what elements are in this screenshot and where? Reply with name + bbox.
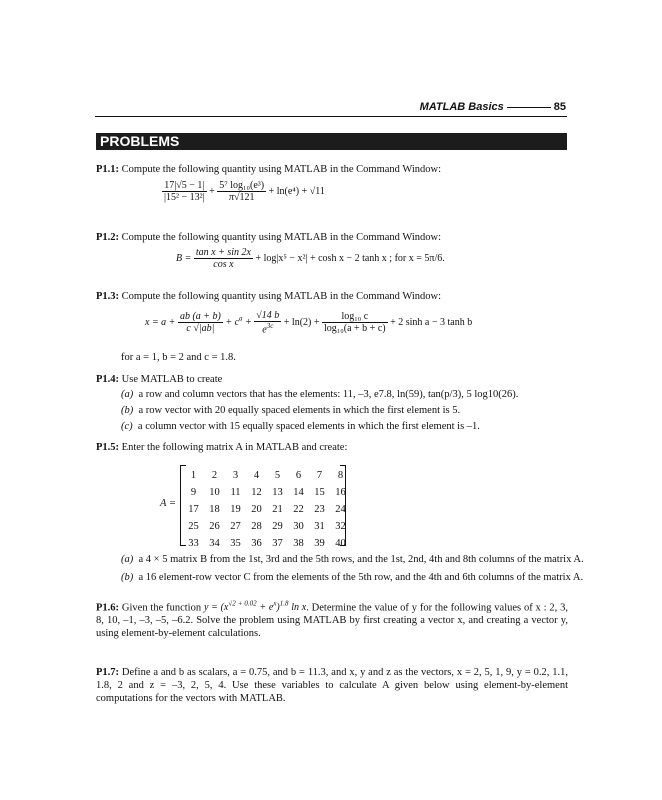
matrix-cell: 21 <box>272 504 283 515</box>
problem-1-5 <box>96 441 568 454</box>
item-a: (a) a 4 × 5 matrix B from the 1st, 3rd and the 5th rows, and the 1st, 2nd, 4th and 8th columns of the matrix A. <box>121 554 584 565</box>
matrix-cell: 25 <box>188 521 199 532</box>
problem-label: P1.4: <box>96 374 120 385</box>
matrix-cell: 18 <box>209 504 220 515</box>
problem-label: P1.2: <box>96 232 120 243</box>
item-b: (b) a 16 element-row vector C from the elements of the 5th row, and the 4th and 6th columns of the matrix A. <box>121 572 584 583</box>
matrix-cell: 12 <box>251 487 262 498</box>
equation-p1-1: $\frac{17|√5 - 1|}{\text{|15² − 13²|}}$ + $\frac{\text{5⁷ log₁₀(e³)}}{\pi√121}$ + ln(e⁴) + √11 <box>164 180 325 203</box>
matrix-cell: 39 <box>314 538 325 549</box>
matrix-cell: 17 <box>188 504 199 515</box>
matrix-cell: 36 <box>251 538 262 549</box>
matrix-cell: 9 <box>190 487 197 498</box>
item-c: (c) a column vector with 15 equally spaced elements in which the first element is –1. <box>121 421 480 432</box>
item-a: (a) a row and column vectors that has the elements: 11, –3, e7.8, ln(59), tan(p/3), 5 log10(26). <box>121 389 519 400</box>
equation-p1-6: $y = (x^{√2 + 0.02} + e^x)^{1.8}$ ln x <box>203 600 307 614</box>
matrix-cell: 2 <box>211 470 218 481</box>
matrix-cell: 13 <box>272 487 283 498</box>
problem-label: P1.7: <box>96 667 120 678</box>
matrix-cell: 24 <box>335 504 346 515</box>
problem-text: Compute the following quantity using MATLAB in the Command Window: <box>121 291 441 302</box>
page-number: 85 <box>553 101 566 113</box>
problem-1-3 <box>96 290 568 303</box>
matrix-row <box>183 501 351 518</box>
equation-p1-2: B = $\frac{\text{tan x + sin 2x}}{\text{cos x}}$ + log|x⁵ − x²| + cosh x − 2 tanh x ; for x = 5π/6. <box>176 247 445 270</box>
matrix-cell: 26 <box>209 521 220 532</box>
header-rule <box>507 107 551 108</box>
matrix-cell: 37 <box>272 538 283 549</box>
matrix-cell: 29 <box>272 521 283 532</box>
item-b: (b) a row vector with 20 equally spaced elements in which the first element is 5. <box>121 405 461 416</box>
problem-label: P1.1: <box>96 164 120 175</box>
matrix-cell: 7 <box>316 470 323 481</box>
problem-1-4 <box>96 373 568 386</box>
matrix-cell: 6 <box>295 470 302 481</box>
matrix-cell: 14 <box>293 487 304 498</box>
problem-text: Compute the following quantity using MATLAB in the Command Window: <box>121 164 441 175</box>
condition-text: for x = 5π/6. <box>394 252 445 264</box>
equation-p1-3: x = a + $\frac{ab (a + b)}{c √|ab|}$ + $c^a$ + $\frac{√14 b}{e^{3c}}$ + ln(2) + $\frac{\text{log₁₀ c}}{\text{log₁₀(a + b + c)}}$ + 2 sinh a − 3 tanh b <box>145 310 473 336</box>
matrix-cell: 38 <box>293 538 304 549</box>
problem-1-7 <box>96 666 568 705</box>
matrix-cell: 22 <box>293 504 304 515</box>
matrix-row <box>183 518 351 535</box>
problem-label: P1.3: <box>96 291 120 302</box>
matrix-cell: 27 <box>230 521 241 532</box>
matrix-cell: 31 <box>314 521 325 532</box>
matrix-cell: 3 <box>232 470 239 481</box>
matrix-a <box>183 467 351 552</box>
matrix-name: A = <box>160 498 176 509</box>
matrix-cell: 10 <box>209 487 220 498</box>
matrix-cell: 40 <box>335 538 346 549</box>
problem-label: P1.5: <box>96 442 120 453</box>
problem-text: Given the function <box>121 602 202 614</box>
header-divider <box>95 116 567 117</box>
problem-1-2 <box>96 231 568 244</box>
section-title: PROBLEMS <box>96 133 567 150</box>
matrix-cell: 16 <box>335 487 346 498</box>
problem-text: Enter the following matrix A in MATLAB and create: <box>121 442 348 453</box>
matrix-cell: 30 <box>293 521 304 532</box>
matrix-cell: 23 <box>314 504 325 515</box>
problem-text: Use MATLAB to create <box>121 374 223 385</box>
problem-label: P1.6: <box>96 602 120 614</box>
problem-text: Define a and b as scalars, a = 0.75, and b = 11.3, and x, y and z as the vectors, x = 2, 5, 1, 9, y = 0.2, 1.1, 1.8, 2 and z = –3, 2, 5, 4. Use these variables to calculate A given below using element-by-element computations for the vectors with MATLAB. <box>96 667 569 704</box>
matrix-cell: 1 <box>190 470 197 481</box>
matrix-cell: 15 <box>314 487 325 498</box>
problem-text: Compute the following quantity using MATLAB in the Command Window: <box>121 232 441 243</box>
problem-1-1 <box>96 163 568 176</box>
matrix-cell: 34 <box>209 538 220 549</box>
problem-1-6 <box>96 598 568 640</box>
running-title: MATLAB Basics <box>419 101 504 113</box>
matrix-cell: 20 <box>251 504 262 515</box>
problem-text: . Determine the value of y for the following values of x : 2, 3, 8, 10, –1, –3, –5, –6.2. Solve the problem using MATLAB by first creating a vector x, and creating a vector y, using element-by-element calculations. <box>96 602 569 640</box>
matrix-cell: 19 <box>230 504 241 515</box>
running-header <box>420 101 566 113</box>
matrix-cell: 35 <box>230 538 241 549</box>
matrix-row <box>183 535 351 552</box>
matrix-cell: 33 <box>188 538 199 549</box>
condition-text: for a = 1, b = 2 and c = 1.8. <box>121 352 236 363</box>
matrix-cell: 28 <box>251 521 262 532</box>
matrix-cell: 32 <box>335 521 346 532</box>
matrix-row <box>183 484 351 501</box>
matrix-cell: 4 <box>253 470 260 481</box>
matrix-row <box>183 467 351 484</box>
matrix-cell: 5 <box>274 470 281 481</box>
matrix-cell: 11 <box>230 487 241 498</box>
matrix-cell: 8 <box>337 470 344 481</box>
